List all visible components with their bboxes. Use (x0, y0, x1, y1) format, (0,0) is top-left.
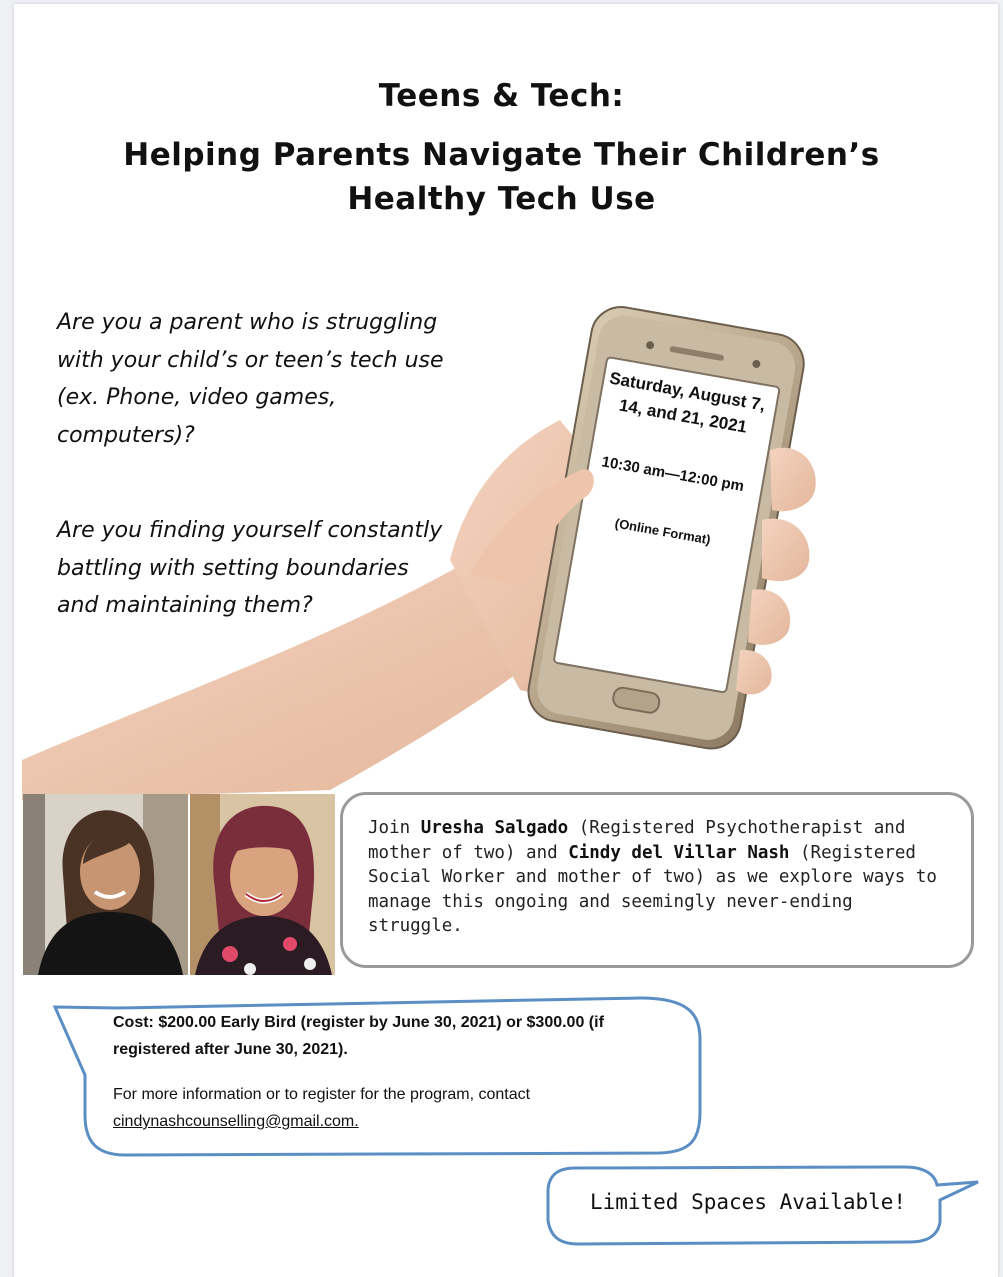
question-2: Are you finding yourself constantly battling with setting boundaries and maintaining them? (57, 518, 443, 618)
event-time: 10:30 am—12:00 pm (600, 453, 746, 496)
event-format: (Online Format) (613, 515, 712, 548)
presenter-1-name: Uresha Salgado (420, 818, 569, 838)
title-line-1: Teens & Tech: (378, 78, 625, 114)
question-1: Are you a parent who is struggling with your child’s or teen’s tech use (ex. Phone, video games, computers)? (57, 310, 444, 448)
info-line: For more information or to register for the program, contact (113, 1086, 531, 1103)
email-link[interactable]: cindynashcounselling@gmail.com. (113, 1113, 359, 1130)
presenter-1-role: (Registered Psychotherapist and mother of two) and (368, 818, 906, 863)
title-line-2-text: Helping Parents Navigate Their Children’s (123, 137, 880, 173)
presenter-2-role: (Registered Social Worker and mother of two) as we explore ways to manage this ongoing and seemingly never-ending struggle. (368, 842, 937, 936)
presenter-2-name: Cindy del Villar Nash (568, 842, 790, 863)
title-line-3-text: Healthy Tech Use (347, 181, 656, 217)
bio-intro: Join (368, 818, 411, 838)
limited-spaces-text: Limited Spaces Available! (589, 1190, 907, 1214)
cost-line: Cost: $200.00 Early Bird (register by June 30, 2021) or $300.00 (if registered after June 30, 2021). (113, 1014, 604, 1058)
event-dates: Saturday, August 7, 14, and 21, 2021 (608, 368, 767, 437)
